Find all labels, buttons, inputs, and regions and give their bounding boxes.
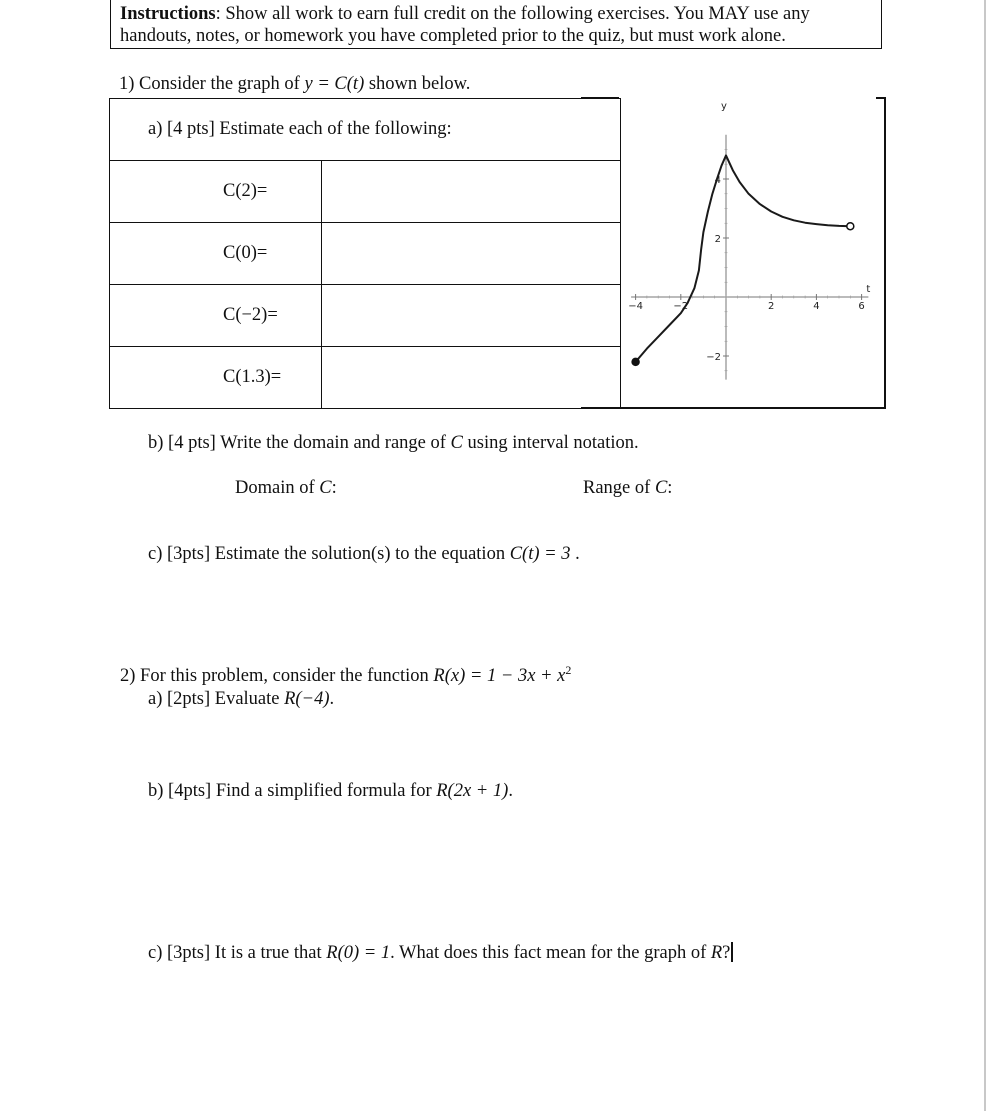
x-tick-label: 6 [858, 301, 865, 312]
q2-intro-text: 2) For this problem, consider the function [120, 666, 434, 687]
x-axis-label: t [866, 284, 871, 295]
q1b-text [148, 434, 639, 453]
domain-colon: : [331, 478, 337, 498]
instructions-text-1: : Show all work to earn full credit on the following exercises. You MAY use any [215, 4, 810, 24]
q2-intro-exponent: 2 [565, 663, 572, 677]
open-endpoint [847, 223, 854, 230]
answer-cell-c2[interactable] [321, 161, 620, 223]
x-tick-label: −2 [673, 301, 689, 312]
q2a-text-a: a) [2pts] Evaluate [148, 689, 285, 709]
closed-endpoint [632, 358, 639, 365]
q2a-end: . [329, 689, 335, 709]
q1c-text-a: c) [3pts] Estimate the solution(s) to the equation [148, 544, 510, 564]
graph-of-c [581, 98, 886, 409]
range-label [583, 479, 672, 498]
q2-intro [120, 664, 571, 686]
range-label-text: Range of [583, 478, 655, 498]
domain-label [235, 479, 337, 498]
row-label-c13: C(1.3)= [110, 347, 322, 409]
q1b-var: C [450, 433, 463, 453]
q2b-text [148, 782, 513, 801]
q2c-text-a: c) [3pts] It is a true that [148, 943, 327, 963]
q1-prompt [119, 75, 470, 94]
y-tick-label: 4 [714, 175, 721, 186]
x-tick-label: 4 [813, 301, 820, 312]
row-label-c0: C(0)= [110, 223, 322, 285]
q2b-math: R(2x + 1) [436, 781, 509, 801]
row-label-c2: C(2)= [110, 161, 322, 223]
range-var: C [654, 478, 668, 498]
y-tick-label: −2 [706, 352, 721, 363]
q1b-text-a: b) [4 pts] Write the domain and range of [148, 433, 451, 453]
q2b-end: . [508, 781, 513, 801]
q1-prompt-math: y = C(t) [304, 74, 365, 94]
c-curve [636, 155, 851, 362]
estimate-table [109, 98, 621, 409]
answer-cell-c13[interactable] [321, 347, 620, 409]
y-tick-label: 2 [714, 234, 721, 245]
q1a-header: a) [4 pts] Estimate each of the following: [110, 99, 621, 161]
instructions-box [110, 0, 882, 49]
q2b-text-a: b) [4pts] Find a simplified formula for [148, 781, 437, 801]
answer-cell-cneg2[interactable] [321, 285, 620, 347]
x-tick-label: 2 [768, 301, 775, 312]
y-axis-label: y [721, 101, 727, 112]
q1c-text [148, 545, 580, 564]
q2c-text [148, 942, 733, 963]
domain-var: C [319, 478, 332, 498]
graph-box [581, 98, 886, 409]
q1c-end: . [570, 544, 580, 564]
answer-cell-c0[interactable] [321, 223, 620, 285]
domain-label-text: Domain of [235, 478, 320, 498]
q2c-mid: . What does this fact mean for the graph of [390, 943, 711, 963]
q1-prompt-suffix: shown below. [364, 74, 471, 94]
row-label-cneg2: C(−2)= [110, 285, 322, 347]
q2c-end: ? [722, 943, 731, 963]
q2c-math: R(0) = 1 [326, 943, 391, 963]
q1b-text-b: using interval notation. [462, 433, 639, 453]
q2c-var: R [710, 943, 723, 963]
instructions-label: Instructions [120, 4, 216, 24]
text-cursor[interactable] [731, 942, 733, 962]
q2a-text [148, 690, 334, 709]
q2-intro-math: R(x) = 1 − 3x + x [433, 666, 566, 687]
range-colon: : [667, 478, 673, 498]
q1c-math: C(t) = 3 [509, 544, 571, 564]
instructions-text-2: handouts, notes, or homework you have completed prior to the quiz, but must work alone. [120, 26, 786, 46]
q2a-math: R(−4) [284, 689, 330, 709]
q1-prompt-prefix: 1) Consider the graph of [119, 74, 305, 94]
x-tick-label: −4 [628, 301, 643, 312]
